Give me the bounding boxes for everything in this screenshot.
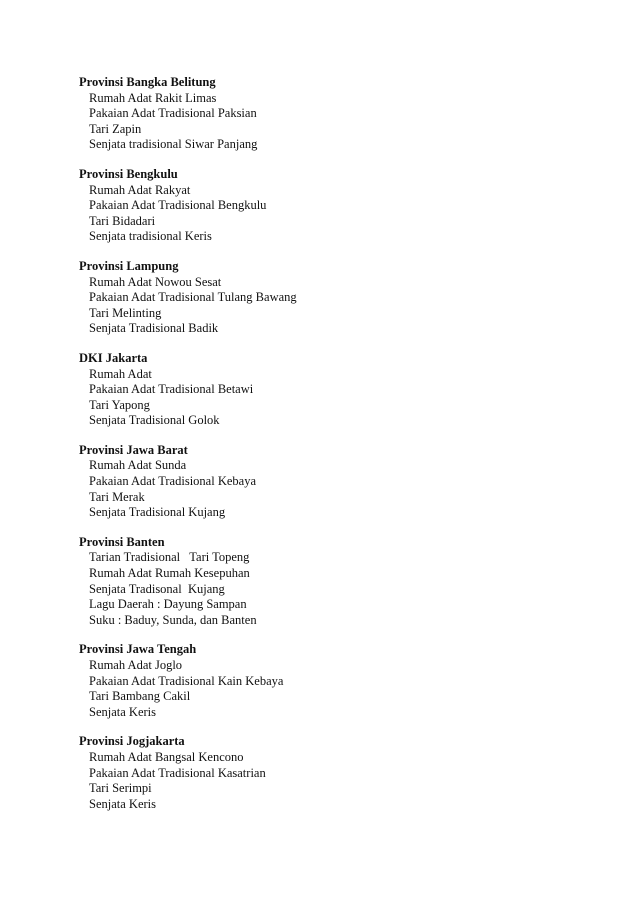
list-item: Pakaian Adat Tradisional Bengkulu xyxy=(89,198,267,213)
list-item: Pakaian Adat Tradisional Kebaya xyxy=(89,474,256,489)
list-item: Senjata Tradisional Golok xyxy=(89,413,220,428)
section-item-list xyxy=(79,183,599,245)
section-heading: Provinsi Bengkulu xyxy=(79,166,178,181)
list-item: Senjata Keris xyxy=(89,796,156,811)
list-item: Rumah Adat Joglo xyxy=(89,658,183,672)
list-item: Senjata Tradisional Kujang xyxy=(89,505,226,520)
list-item: Rumah Adat Rumah Kesepuhan xyxy=(89,566,250,581)
list-item: Pakaian Adat Tradisional Tulang Bawang xyxy=(89,290,297,305)
section-item-list xyxy=(79,458,599,520)
list-item: Rumah Adat Bangsal Kencono xyxy=(89,749,244,764)
section-heading: Provinsi Jogjakarta xyxy=(79,734,185,749)
province-section xyxy=(79,734,599,812)
list-item: Tari Zapin xyxy=(89,121,142,136)
list-item: Rumah Adat Rakyat xyxy=(89,182,191,197)
province-section xyxy=(79,167,599,245)
section-item-list xyxy=(79,91,599,153)
province-section xyxy=(79,75,599,153)
list-item: Senjata Keris xyxy=(89,704,156,719)
section-item-list xyxy=(79,550,599,628)
section-heading: Provinsi Jawa Tengah xyxy=(79,642,197,657)
list-item: Rumah Adat Nowou Sesat xyxy=(89,274,222,289)
list-item: Rumah Adat Sunda xyxy=(89,458,187,473)
list-item: Tarian Tradisional Tari Topeng xyxy=(89,550,250,565)
list-item: Senjata tradisional Siwar Panjang xyxy=(89,137,258,152)
section-heading: Provinsi Lampung xyxy=(79,258,179,273)
list-item: Suku : Baduy, Sunda, dan Banten xyxy=(89,612,257,627)
section-heading: Provinsi Banten xyxy=(79,534,165,549)
list-item: Tari Yapong xyxy=(89,397,150,412)
list-item: Tari Merak xyxy=(89,489,145,504)
list-item: Pakaian Adat Tradisional Kasatrian xyxy=(89,765,266,780)
document-page xyxy=(79,75,599,812)
list-item: Tari Bidadari xyxy=(89,213,156,228)
section-item-list xyxy=(79,275,599,337)
province-section xyxy=(79,642,599,720)
list-item: Senjata Tradisional Badik xyxy=(89,321,219,336)
section-item-list xyxy=(79,750,599,812)
list-item: Tari Serimpi xyxy=(89,781,152,796)
list-item: Tari Melinting xyxy=(89,305,162,320)
section-item-list xyxy=(79,367,599,429)
province-section xyxy=(79,259,599,337)
list-item: Lagu Daerah : Dayung Sampan xyxy=(89,597,247,612)
list-item: Senjata Tradisonal Kujang xyxy=(89,581,225,596)
list-item: Pakaian Adat Tradisional Betawi xyxy=(89,382,254,397)
section-heading: Provinsi Bangka Belitung xyxy=(79,75,216,89)
list-item: Senjata tradisional Keris xyxy=(89,229,212,244)
section-item-list xyxy=(79,658,599,720)
province-section xyxy=(79,443,599,521)
section-heading: DKI Jakarta xyxy=(79,350,148,365)
list-item: Rumah Adat xyxy=(89,366,152,381)
list-item: Pakaian Adat Tradisional Kain Kebaya xyxy=(89,673,284,688)
list-item: Rumah Adat Rakit Limas xyxy=(89,90,217,105)
province-section xyxy=(79,535,599,629)
province-section xyxy=(79,351,599,429)
list-item: Pakaian Adat Tradisional Paksian xyxy=(89,106,257,121)
list-item: Tari Bambang Cakil xyxy=(89,689,191,704)
section-heading: Provinsi Jawa Barat xyxy=(79,442,188,457)
